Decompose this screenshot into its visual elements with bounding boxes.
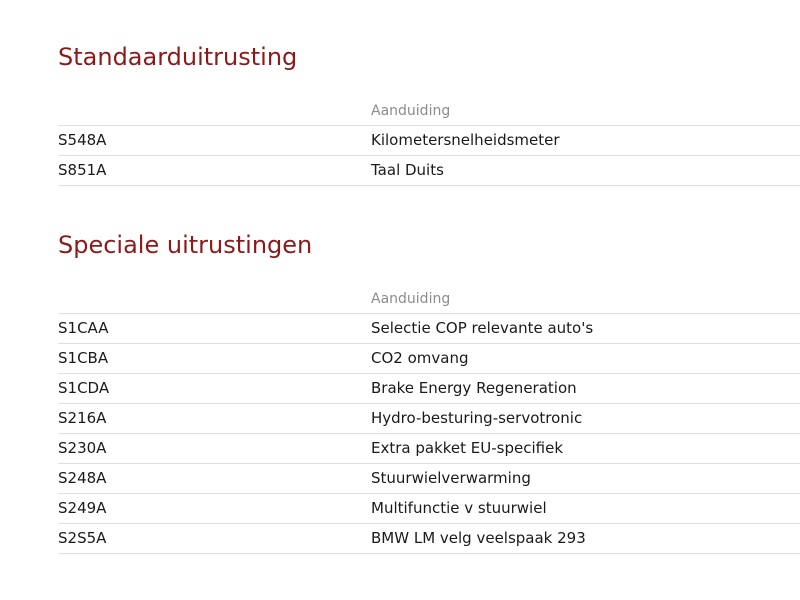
table-row [58, 314, 800, 344]
option-code: S851A [58, 161, 107, 179]
option-description: Hydro-besturing-servotronic [371, 409, 583, 427]
special-equipment-title: Speciale uitrustingen [58, 231, 313, 259]
table-row [58, 404, 800, 434]
option-description: Taal Duits [371, 161, 444, 179]
option-code: S248A [58, 469, 107, 487]
option-code: S2S5A [58, 529, 107, 547]
option-code: S1CDA [58, 379, 110, 397]
option-code: S1CAA [58, 319, 109, 337]
option-code: S216A [58, 409, 107, 427]
option-code: S230A [58, 439, 107, 457]
column-header-designation: Aanduiding [371, 291, 451, 307]
standard-equipment-section [58, 42, 800, 186]
option-description: Brake Energy Regeneration [371, 379, 577, 397]
option-description: Extra pakket EU-specifiek [371, 439, 564, 457]
special-table-header [58, 285, 800, 314]
table-row [58, 464, 800, 494]
option-description: Kilometersnelheidsmeter [371, 131, 560, 149]
special-equipment-section [58, 230, 800, 554]
option-description: Stuurwielverwarming [371, 469, 531, 487]
table-row [58, 494, 800, 524]
option-description: Selectie COP relevante auto's [371, 319, 594, 337]
standard-equipment-title: Standaarduitrusting [58, 43, 298, 71]
table-row [58, 156, 800, 186]
option-description: BMW LM velg veelspaak 293 [371, 529, 586, 547]
table-row [58, 434, 800, 464]
option-code: S249A [58, 499, 107, 517]
option-code: S548A [58, 131, 107, 149]
table-row [58, 126, 800, 156]
column-header-designation: Aanduiding [371, 103, 451, 119]
option-code: S1CBA [58, 349, 109, 367]
table-row [58, 344, 800, 374]
table-row [58, 524, 800, 554]
standard-table-header [58, 97, 800, 126]
special-equipment-table [58, 314, 800, 554]
standard-equipment-table [58, 126, 800, 186]
table-row [58, 374, 800, 404]
option-description: Multifunctie v stuurwiel [371, 499, 547, 517]
option-description: CO2 omvang [371, 349, 469, 367]
